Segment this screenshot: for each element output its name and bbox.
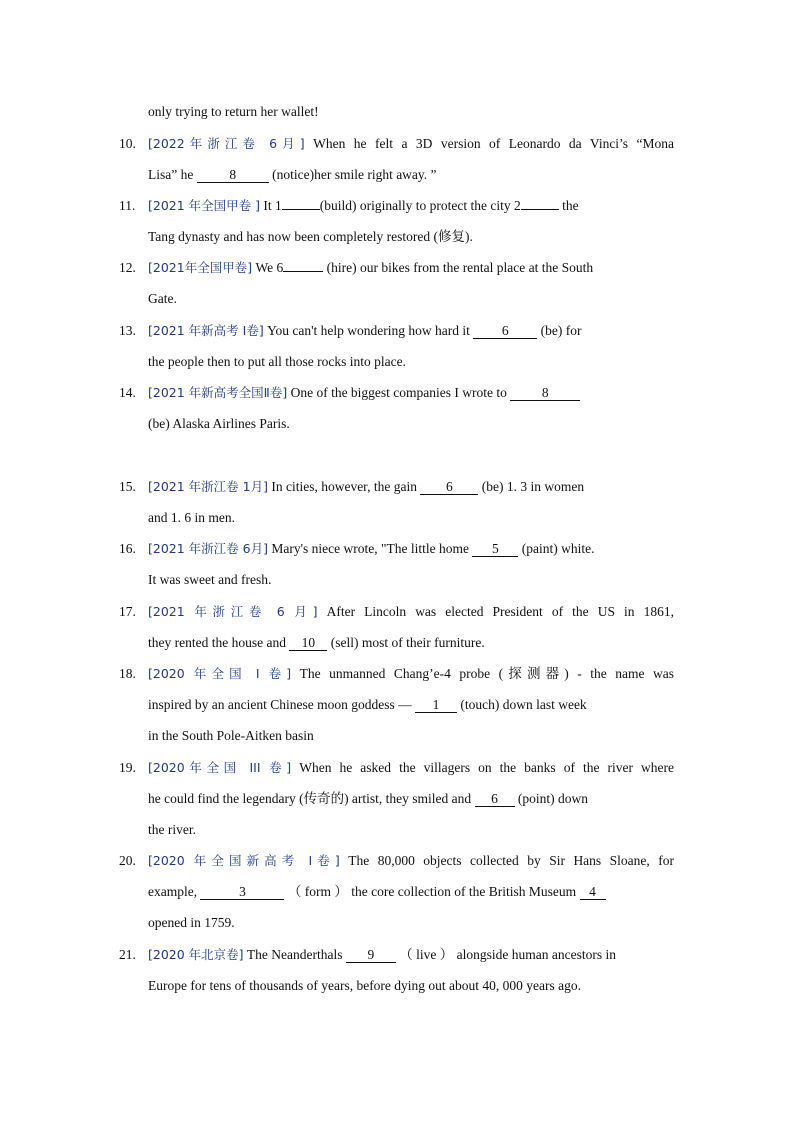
question-16-line-2: It was sweet and fresh. <box>148 572 272 587</box>
question-21-number: 21. <box>119 947 136 962</box>
question-14-line-1 <box>148 384 674 402</box>
question-18-text-2: inspired by an ancient Chinese moon goddess — <box>148 697 412 712</box>
question-13-text-1: You can't help wondering how hard it <box>267 323 470 338</box>
question-12-line-1 <box>148 259 674 277</box>
question-14-text-1: One of the biggest companies I wrote to <box>290 385 507 400</box>
question-18-text-1: The unmanned Chang’e-4 probe (探测器) - the name was <box>299 666 674 681</box>
question-16-line-1 <box>148 540 674 558</box>
question-12-source: [2021年全国甲卷] <box>148 260 253 275</box>
question-17-blank[interactable]: 10 <box>289 635 327 651</box>
question-18-blank[interactable]: 1 <box>415 697 457 713</box>
question-21-source: [2020 年北京卷] <box>148 947 244 962</box>
question-11-text-2: (build) originally to protect the city 2 <box>319 198 521 213</box>
question-15-blank[interactable]: 6 <box>420 479 478 495</box>
question-19-source: [2020年全国 III 卷] <box>148 760 292 775</box>
question-14-number: 14. <box>119 385 136 400</box>
question-10-blank[interactable]: 8 <box>197 167 269 183</box>
question-11-text-3: the <box>562 198 579 213</box>
question-18-line-2 <box>148 696 674 714</box>
question-18-source: [2020 年全国 I 卷] <box>148 666 292 681</box>
question-12-line-2: Gate. <box>148 291 177 306</box>
question-19-text-1: When he asked the villagers on the banks of the river where <box>299 760 674 775</box>
question-11-number: 11. <box>119 198 136 213</box>
question-17-line-1 <box>148 603 674 621</box>
question-10-source: [2022年浙江卷 6月] <box>148 136 305 151</box>
question-20-source: [2020 年全国新高考 Ⅰ卷] <box>148 853 340 868</box>
question-17-text-2: they rented the house and <box>148 635 286 650</box>
question-15-source: [2021 年浙江卷 1月] <box>148 479 268 494</box>
question-17-source: [2021 年浙江卷 6 月] <box>148 604 318 619</box>
question-11-source: [2021 年全国甲卷 ] <box>148 198 261 213</box>
question-17-number: 17. <box>119 604 136 619</box>
question-19-blank[interactable]: 6 <box>475 791 515 807</box>
question-19-text-2: he could find the legendary (传奇的) artist, they smiled and <box>148 791 472 806</box>
question-11-line-1 <box>148 197 674 215</box>
question-13-line-2: the people then to put all those rocks into place. <box>148 354 406 369</box>
question-13-source: [2021 年新高考 Ⅰ卷] <box>148 323 264 338</box>
question-20-text-1: The 80,000 objects collected by Sir Hans Sloane, for <box>348 853 674 868</box>
question-21-text-1: The Neanderthals <box>246 947 343 962</box>
question-14-line-2: (be) Alaska Airlines Paris. <box>148 416 290 431</box>
question-9-continuation: only trying to return her wallet! <box>148 104 319 119</box>
question-12-text-2: (hire) our bikes from the rental place at the South <box>326 260 594 275</box>
question-13-number: 13. <box>119 323 136 338</box>
question-16-number: 16. <box>119 541 136 556</box>
question-10-text-3: (notice)her smile right away. ” <box>272 167 437 182</box>
question-10-line-1 <box>148 135 674 153</box>
question-20-text-2: example, <box>148 884 198 899</box>
question-17-text-3: (sell) most of their furniture. <box>330 635 485 650</box>
question-15-text-1: In cities, however, the gain <box>271 479 418 494</box>
question-19-line-1 <box>148 759 674 777</box>
question-20-text-3: （ form ） the core collection of the British Museum <box>287 884 577 899</box>
question-10-number: 10. <box>119 136 136 151</box>
question-18-line-1 <box>148 665 674 683</box>
question-17-text-1: After Lincoln was elected President of the US in 1861, <box>326 604 674 619</box>
question-10-text-2: Lisa” he <box>148 167 194 182</box>
question-18-text-3: (touch) down last week <box>460 697 587 712</box>
question-21-line-1 <box>148 946 674 964</box>
question-11-text-1: It 1 <box>263 198 282 213</box>
question-10-text-1: When he felt a 3D version of Leonardo da Vinci’s “Mona <box>313 136 674 151</box>
question-14-source: [2021 年新高考全国Ⅱ卷] <box>148 385 288 400</box>
question-15-number: 15. <box>119 479 136 494</box>
question-15-line-2: and 1. 6 in men. <box>148 510 235 525</box>
question-20-number: 20. <box>119 853 136 868</box>
question-13-text-2: (be) for <box>540 323 582 338</box>
question-20-line-2 <box>148 883 674 901</box>
question-16-text-2: (paint) white. <box>521 541 595 556</box>
question-17-line-2 <box>148 634 674 652</box>
question-21-text-2: （ live ） alongside human ancestors in <box>399 947 616 962</box>
question-11-blank-1[interactable] <box>282 209 320 210</box>
question-20-blank-2[interactable]: 4 <box>580 884 606 900</box>
question-11-blank-2[interactable] <box>521 209 559 210</box>
question-13-blank[interactable]: 6 <box>473 323 537 339</box>
question-15-line-1 <box>148 478 674 496</box>
question-21-line-2: Europe for tens of thousands of years, before dying out about 40, 000 years ago. <box>148 978 582 993</box>
question-16-source: [2021 年浙江卷 6月] <box>148 541 268 556</box>
question-19-line-2 <box>148 790 674 808</box>
question-16-text-1: Mary's niece wrote, "The little home <box>271 541 469 556</box>
question-12-text-1: We 6 <box>255 260 284 275</box>
question-20-blank-1[interactable]: 3 <box>200 884 284 900</box>
question-10-line-2 <box>148 166 674 184</box>
question-14-blank[interactable]: 8 <box>510 385 580 401</box>
question-19-text-3: (point) down <box>517 791 589 806</box>
question-20-line-1 <box>148 852 674 870</box>
question-16-blank[interactable]: 5 <box>472 541 518 557</box>
question-12-number: 12. <box>119 260 136 275</box>
question-15-text-2: (be) 1. 3 in women <box>481 479 585 494</box>
question-20-line-3: opened in 1759. <box>148 915 235 930</box>
question-18-number: 18. <box>119 666 136 681</box>
question-13-line-1 <box>148 322 674 340</box>
question-11-line-2: Tang dynasty and has now been completely restored (修复). <box>148 229 473 244</box>
question-12-blank[interactable] <box>283 271 323 272</box>
question-19-number: 19. <box>119 760 136 775</box>
question-21-blank[interactable]: 9 <box>346 947 396 963</box>
question-19-line-3: the river. <box>148 822 196 837</box>
question-18-line-3: in the South Pole-Aitken basin <box>148 728 314 743</box>
